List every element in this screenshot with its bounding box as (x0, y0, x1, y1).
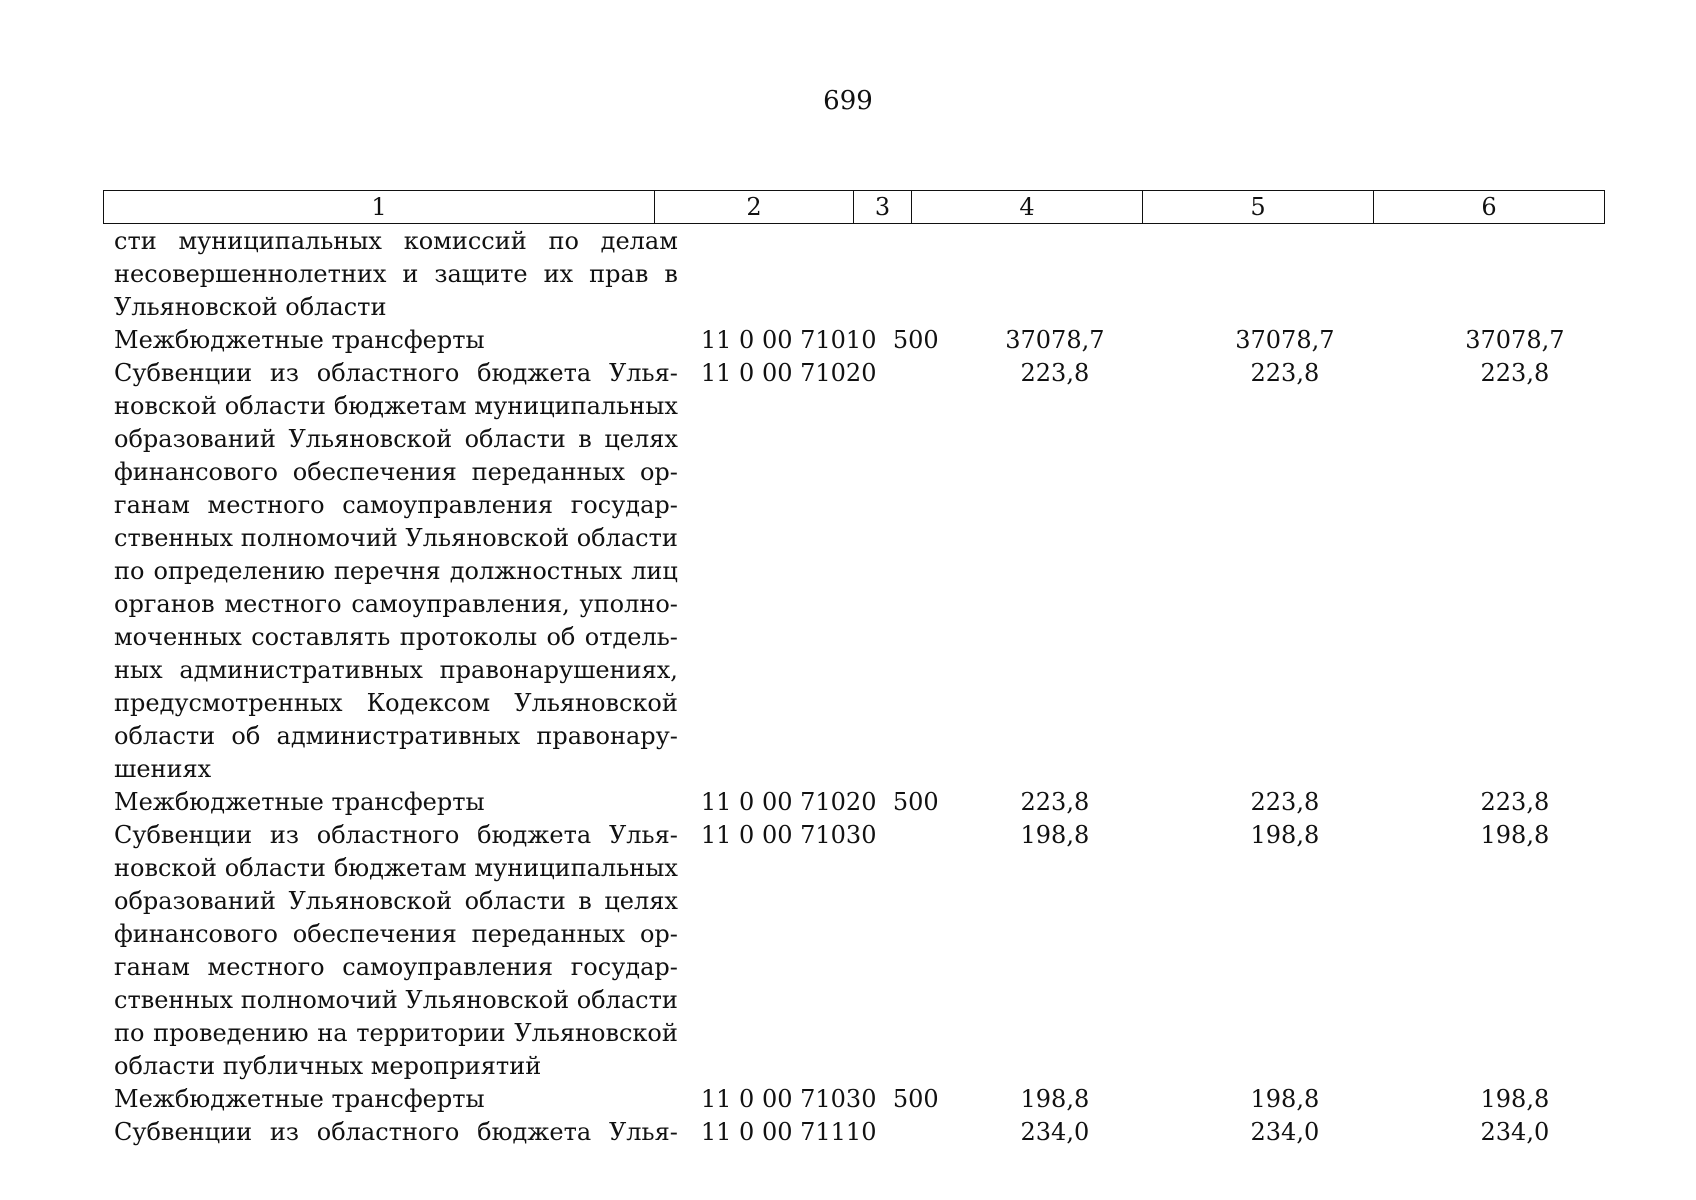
row-description (103, 1083, 685, 1116)
row-description (103, 357, 685, 786)
row-value-col-6: 234,0 (1480, 1118, 1550, 1146)
description-line: предусмотренных Кодексом Ульяновской (114, 689, 678, 717)
row-value-col-4: 223,8 (1020, 788, 1090, 816)
row-value-col-5: 234,0 (1250, 1118, 1320, 1146)
table-row (103, 819, 1630, 1083)
table-header (103, 190, 1605, 224)
row-code: 11 0 00 71030 (700, 1085, 877, 1113)
row-code: 11 0 00 71020 (700, 788, 877, 816)
description-line: Субвенции из областного бюджета Улья- (114, 359, 678, 387)
page-number: 699 (823, 86, 873, 116)
row-value-col-6 (1400, 225, 1630, 324)
description-line: финансового обеспечения переданных ор- (114, 458, 678, 486)
row-expense-type: 500 (892, 1085, 939, 1113)
row-value-col-6: 198,8 (1480, 1085, 1550, 1113)
description-line: Межбюджетные трансферты (114, 1085, 485, 1113)
row-description (103, 1116, 685, 1149)
header-col-6: 6 (1374, 191, 1605, 224)
row-code: 11 0 00 71110 (700, 1118, 877, 1146)
row-value-col-4: 234,0 (1020, 1118, 1090, 1146)
row-value-col-6: 198,8 (1480, 821, 1550, 849)
description-line: Субвенции из областного бюджета Улья- (114, 821, 678, 849)
description-line: шениях (114, 755, 212, 783)
row-code: 11 0 00 71010 (700, 326, 877, 354)
row-description (103, 225, 685, 324)
description-line: ганам местного самоуправления государ- (114, 491, 678, 519)
header-col-1: 1 (104, 191, 655, 224)
row-value-col-4: 37078,7 (1005, 326, 1105, 354)
description-line: образований Ульяновской области в целях (114, 887, 678, 915)
description-line: ных административных правонарушениях, (114, 656, 678, 684)
row-expense-type: 500 (892, 326, 939, 354)
row-value-col-5: 198,8 (1250, 821, 1320, 849)
description-line: ганам местного самоуправления государ- (114, 953, 678, 981)
description-line: несовершеннолетних и защите их прав в (114, 260, 678, 288)
row-value-col-5: 198,8 (1250, 1085, 1320, 1113)
table-body (103, 225, 1630, 1149)
description-line: новской области бюджетам муниципальных (114, 392, 678, 420)
row-value-col-6: 223,8 (1480, 788, 1550, 816)
table-row (103, 786, 1630, 819)
table-row (103, 225, 1630, 324)
row-code (685, 225, 883, 324)
row-expense-type (883, 225, 940, 324)
table-row (103, 1116, 1630, 1149)
row-value-col-5: 223,8 (1250, 359, 1320, 387)
row-code: 11 0 00 71030 (700, 821, 877, 849)
row-description (103, 324, 685, 357)
row-code: 11 0 00 71020 (700, 359, 877, 387)
table-row (103, 1083, 1630, 1116)
description-line: Ульяновской области (114, 293, 387, 321)
description-line: Субвенции из областного бюджета Улья- (114, 1118, 678, 1146)
row-expense-type (883, 1116, 940, 1149)
row-value-col-4: 198,8 (1020, 1085, 1090, 1113)
description-line: области об административных правонару- (114, 722, 678, 750)
budget-table (103, 225, 1630, 1149)
description-line: по определению перечня должностных лиц (114, 557, 678, 585)
description-line: финансового обеспечения переданных ор- (114, 920, 678, 948)
row-expense-type: 500 (892, 788, 939, 816)
description-line: области публичных мероприятий (114, 1052, 542, 1080)
description-line: моченных составлять протоколы об отдель- (114, 623, 678, 651)
description-line: новской области бюджетам муниципальных (114, 854, 678, 882)
row-value-col-6: 223,8 (1480, 359, 1550, 387)
description-line: по проведению на территории Ульяновской (114, 1019, 678, 1047)
row-value-col-5: 37078,7 (1235, 326, 1335, 354)
row-description (103, 786, 685, 819)
table-row (103, 324, 1630, 357)
description-line: ственных полномочий Ульяновской области (114, 986, 678, 1014)
description-line: Межбюджетные трансферты (114, 326, 485, 354)
row-value-col-5 (1170, 225, 1400, 324)
description-line: Межбюджетные трансферты (114, 788, 485, 816)
header-col-2: 2 (655, 191, 854, 224)
row-value-col-5: 223,8 (1250, 788, 1320, 816)
row-expense-type (883, 819, 940, 1083)
row-value-col-4: 198,8 (1020, 821, 1090, 849)
row-value-col-6: 37078,7 (1465, 326, 1565, 354)
header-col-5: 5 (1143, 191, 1374, 224)
header-col-3: 3 (854, 191, 912, 224)
row-value-col-4 (940, 225, 1170, 324)
description-line: ственных полномочий Ульяновской области (114, 524, 678, 552)
description-line: сти муниципальных комиссий по делам (114, 227, 678, 255)
header-row (104, 191, 1605, 224)
table-row (103, 357, 1630, 786)
header-col-4: 4 (912, 191, 1143, 224)
row-value-col-4: 223,8 (1020, 359, 1090, 387)
description-line: образований Ульяновской области в целях (114, 425, 678, 453)
row-description (103, 819, 685, 1083)
row-expense-type (883, 357, 940, 786)
description-line: органов местного самоуправления, уполно- (114, 590, 678, 618)
